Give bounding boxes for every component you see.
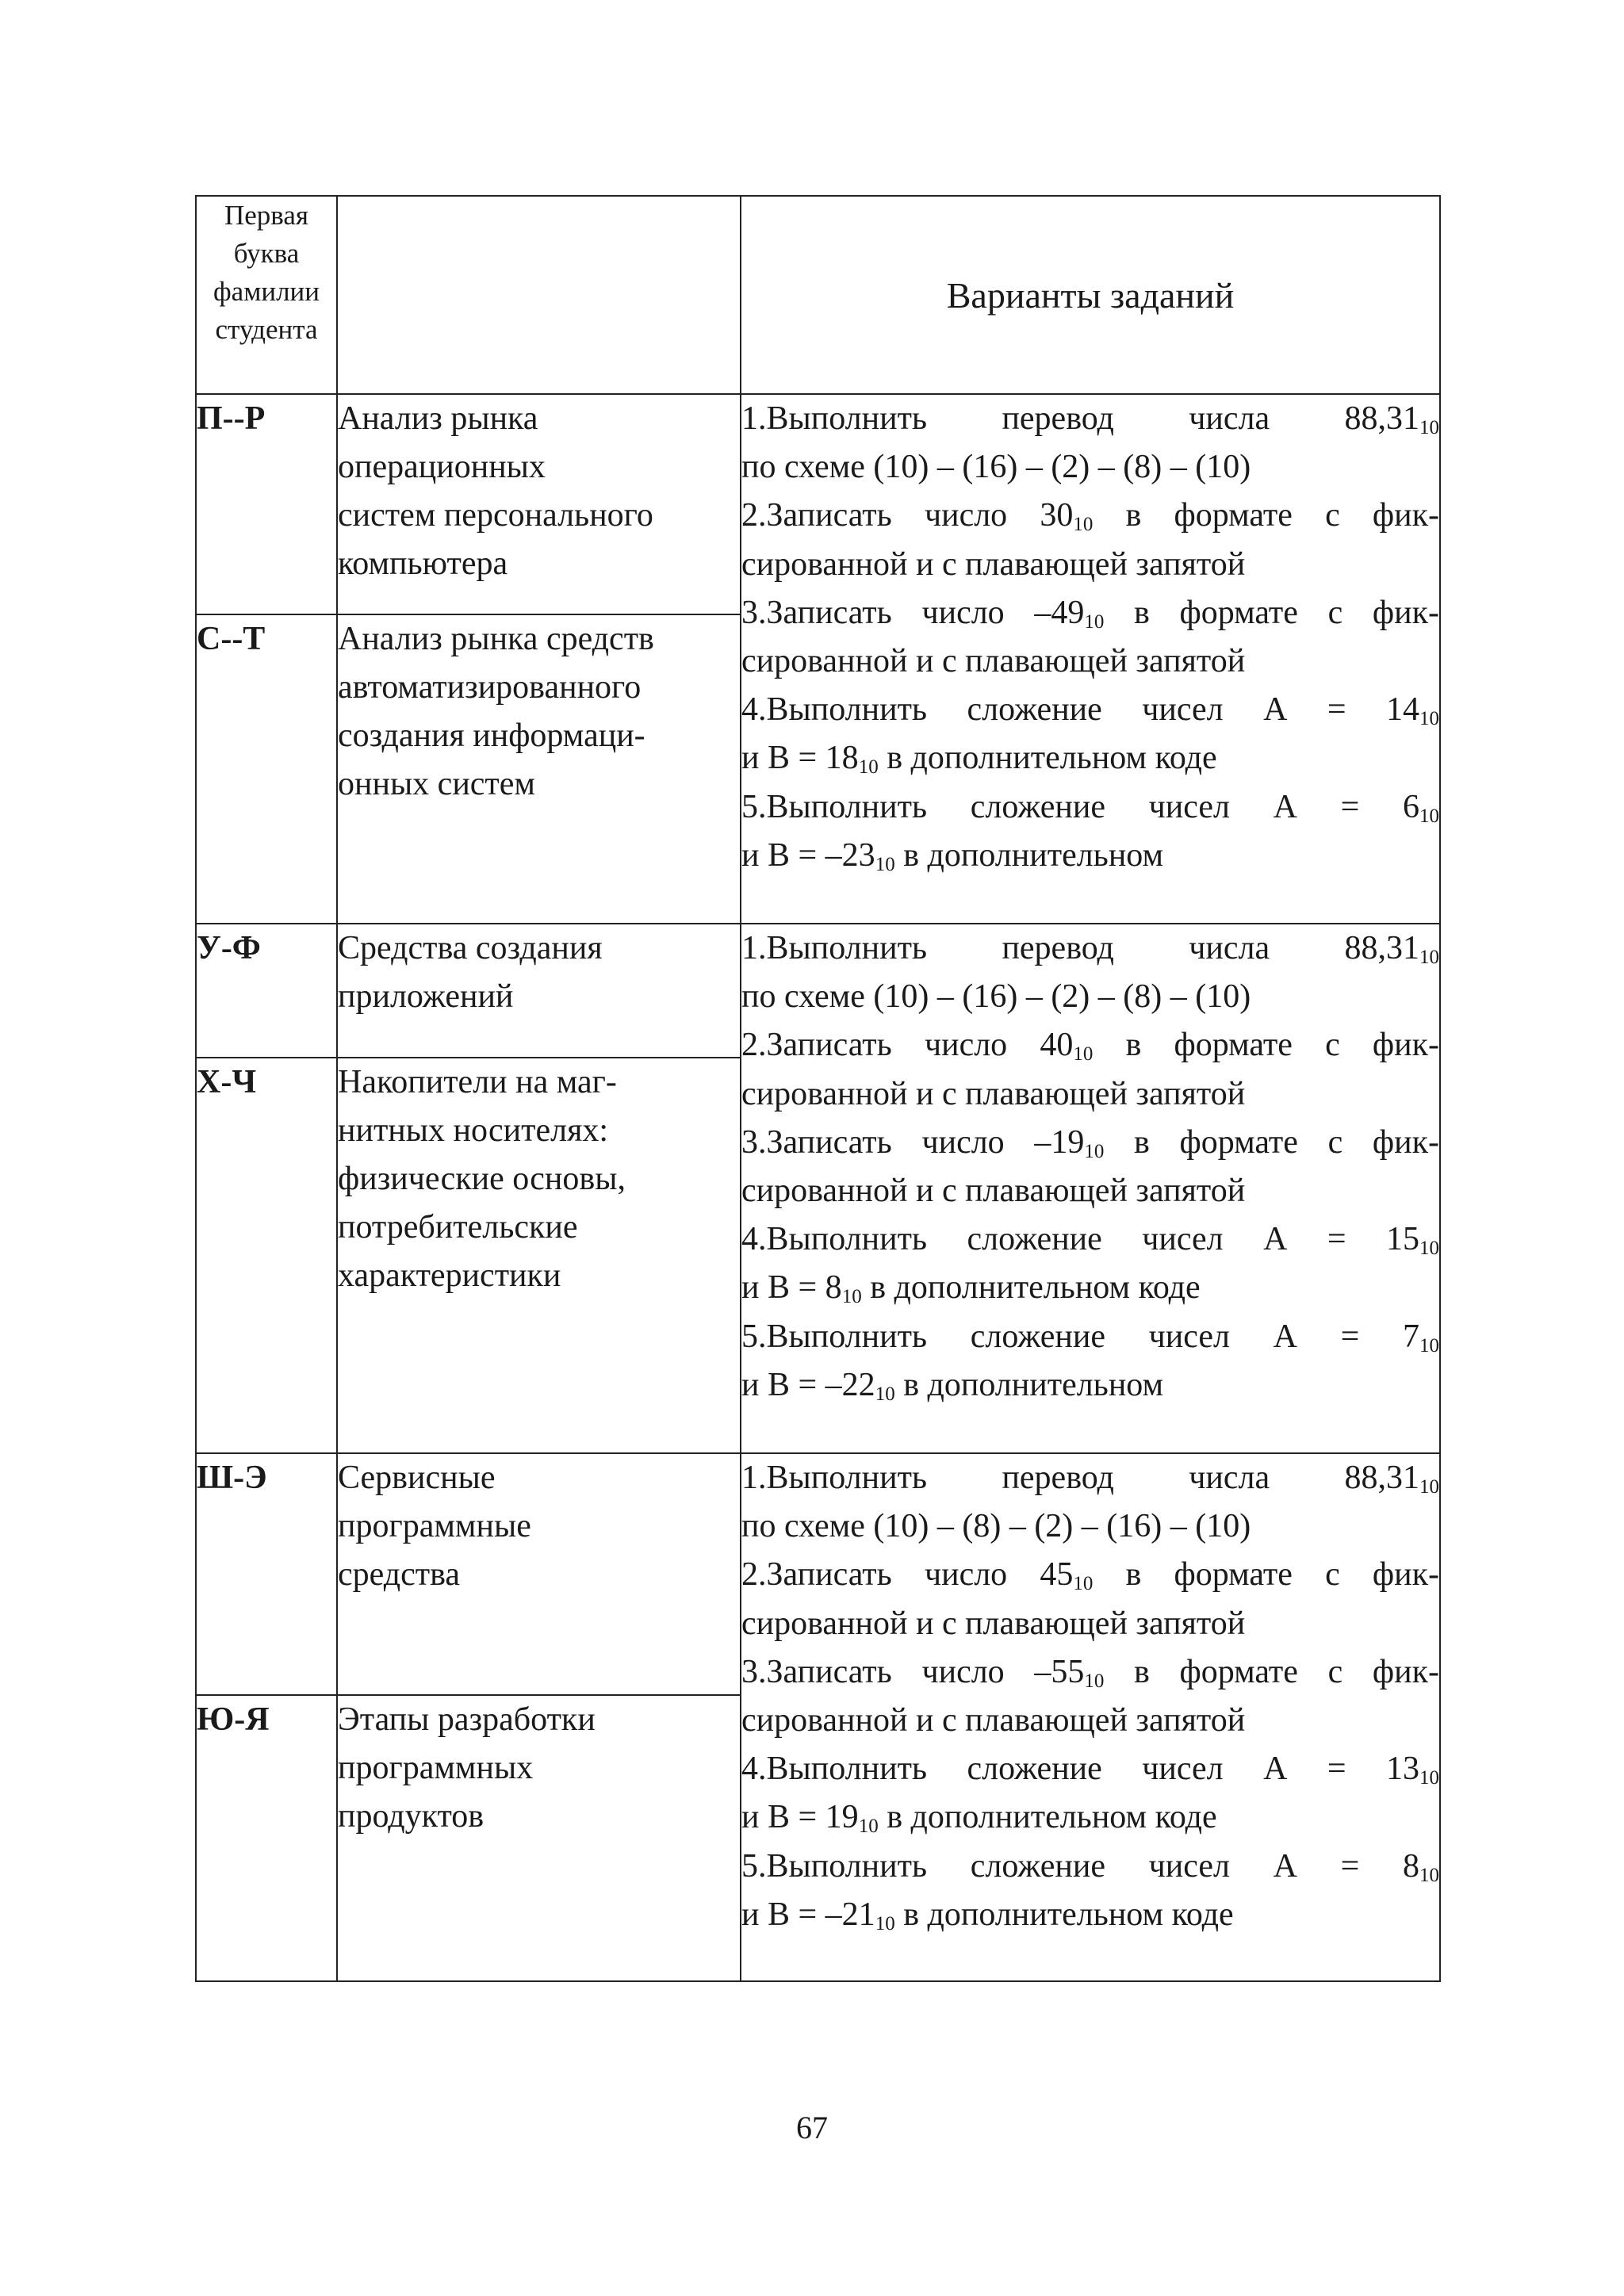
task-word: $15_{10}$ — [1386, 1221, 1439, 1260]
header-line: Первая — [224, 200, 308, 231]
task-text: сированной и с плавающей запятой — [741, 1075, 1246, 1112]
topic-line: приложений — [338, 978, 514, 1015]
task-word: перевод — [1002, 930, 1114, 966]
topic-line: программные — [338, 1508, 531, 1544]
subscript: 10 — [1419, 417, 1439, 438]
task-word: чисел — [1148, 1318, 1230, 1355]
topic-line: автоматизированного — [338, 669, 642, 706]
task-word: $88,31_{10}$ — [1344, 400, 1439, 438]
task-text: по схеме (10) – (16) – (2) – (8) – (10) — [741, 449, 1251, 486]
subscript: 10 — [1419, 1476, 1439, 1498]
task-word: формате — [1174, 497, 1293, 534]
task-word: в — [1125, 497, 1142, 534]
task-word: перевод — [1002, 400, 1114, 437]
task-line — [741, 1502, 1439, 1551]
task-text: в дополнительном коде — [887, 740, 1217, 777]
task-text: сированной и с плавающей запятой — [741, 1702, 1246, 1739]
task-word: А — [1273, 788, 1297, 825]
task-text: в дополнительном — [903, 1366, 1164, 1403]
subscript: 10 — [858, 1816, 879, 1838]
task-word: в — [1133, 1123, 1150, 1161]
task-word: числа — [1189, 1460, 1270, 1496]
task-word: 2.Записать — [741, 497, 892, 534]
task-word: с — [1327, 1123, 1343, 1161]
header-variants: Варианты заданий — [741, 196, 1440, 394]
task-word: $6_{10}$ — [1402, 788, 1439, 827]
task-word: $-49_{10}$ — [1034, 594, 1105, 633]
topic-line: онных систем — [338, 766, 536, 802]
subscript: 10 — [1419, 708, 1439, 730]
topic-line: операционных — [338, 449, 546, 485]
subscript: 10 — [858, 756, 879, 779]
task-word: число — [924, 1027, 1008, 1064]
task-line — [741, 1264, 1439, 1312]
task-line — [741, 783, 1439, 832]
task-word: = — [1340, 1847, 1360, 1885]
task-line — [741, 395, 1439, 443]
task-word: число — [921, 594, 1005, 631]
task-line — [741, 686, 1439, 734]
student-letter-range: У-Ф — [196, 924, 337, 1058]
task-word: А — [1263, 1751, 1288, 1788]
task-line — [741, 589, 1439, 637]
subscript: 10 — [1419, 1864, 1439, 1886]
task-word: 5.Выполнить — [741, 1318, 928, 1355]
task-text: в дополнительном коде — [870, 1269, 1201, 1307]
task-word: с — [1325, 1027, 1340, 1064]
assignment-table — [195, 195, 1441, 1982]
topic-line: нитных носителях: — [338, 1112, 609, 1149]
student-letter-range: Х-Ч — [196, 1058, 337, 1453]
task-word: $-55_{10}$ — [1034, 1653, 1105, 1692]
subscript: 10 — [1419, 1238, 1439, 1260]
task-word: $7_{10}$ — [1402, 1318, 1439, 1357]
task-text: сированной и с плавающей запятой — [741, 643, 1246, 680]
task-line — [741, 1167, 1439, 1215]
topic-line: физические основы, — [338, 1161, 626, 1197]
topic-line: Этапы разработки — [338, 1701, 596, 1738]
subscript: 10 — [1073, 1043, 1094, 1066]
tasks-cell — [741, 924, 1440, 1453]
task-word: с — [1325, 497, 1340, 534]
task-line — [741, 492, 1439, 540]
task-word: 1.Выполнить — [741, 400, 928, 437]
subscript: 10 — [1419, 947, 1439, 968]
task-word: А — [1263, 1221, 1288, 1258]
task-text: сированной и с плавающей запятой — [741, 545, 1246, 583]
task-word: чисел — [1148, 1847, 1230, 1885]
table-row — [196, 1453, 1440, 1695]
task-word: 4.Выполнить — [741, 1751, 928, 1788]
task-line — [741, 1119, 1439, 1167]
task-line — [741, 1697, 1439, 1745]
topic-line: создания информаци- — [338, 718, 645, 754]
subscript: 10 — [1084, 1140, 1105, 1162]
topic-cell — [337, 1453, 741, 1695]
task-word: формате — [1174, 1556, 1293, 1594]
topic-line: Анализ рынка средств — [338, 621, 654, 657]
task-line — [741, 1551, 1439, 1599]
task-word: сложение — [970, 1847, 1105, 1885]
task-text: и В = 18 — [741, 740, 859, 777]
task-word: фик- — [1372, 1123, 1439, 1161]
task-word: 5.Выполнить — [741, 1847, 928, 1885]
task-text: по схеме (10) – (16) – (2) – (8) – (10) — [741, 978, 1251, 1016]
task-word: сложение — [970, 1318, 1105, 1355]
task-text: сированной и с плавающей запятой — [741, 1173, 1246, 1210]
task-word: число — [921, 1653, 1005, 1690]
task-line — [741, 1745, 1439, 1793]
task-word: 4.Выполнить — [741, 691, 928, 729]
task-word: число — [924, 1556, 1008, 1594]
header-line: буква — [233, 238, 300, 269]
task-word: фик- — [1372, 1556, 1439, 1594]
task-word: в — [1133, 1653, 1150, 1690]
task-word: чисел — [1142, 1221, 1224, 1258]
task-word: 2.Записать — [741, 1556, 892, 1594]
topic-cell — [337, 1058, 741, 1453]
task-word: = — [1327, 1221, 1346, 1258]
task-line — [741, 1843, 1439, 1891]
task-text: и В = –23 — [741, 836, 875, 874]
task-word: $88,31_{10}$ — [1344, 930, 1439, 968]
task-line — [741, 1454, 1439, 1502]
topic-line: продуктов — [338, 1798, 485, 1835]
task-word: $45_{10}$ — [1040, 1556, 1094, 1595]
topic-line: средства — [338, 1556, 461, 1593]
subscript: 10 — [1419, 805, 1439, 827]
task-word: перевод — [1002, 1460, 1114, 1496]
header-line: фамилии — [213, 276, 320, 307]
task-text: сированной и с плавающей запятой — [741, 1605, 1246, 1642]
topic-line: характеристики — [338, 1257, 561, 1294]
subscript: 10 — [1419, 1767, 1439, 1789]
task-word: $88,31_{10}$ — [1344, 1460, 1439, 1498]
task-line — [741, 443, 1439, 492]
topic-cell — [337, 614, 741, 924]
task-word: = — [1340, 1318, 1360, 1355]
task-word: 1.Выполнить — [741, 930, 928, 966]
topic-line: Сервисные — [338, 1460, 496, 1496]
topic-line: потребительские — [338, 1209, 578, 1246]
task-line — [741, 1313, 1439, 1361]
student-letter-range: Ш-Э — [196, 1453, 337, 1695]
task-word: А — [1263, 691, 1288, 729]
task-word: 3.Записать — [741, 1653, 892, 1690]
task-word: 5.Выполнить — [741, 788, 928, 825]
task-word: формате — [1179, 594, 1298, 631]
task-word: сложение — [970, 788, 1105, 825]
task-word: 4.Выполнить — [741, 1221, 928, 1258]
table-row — [196, 394, 1440, 614]
subscript: 10 — [1073, 1573, 1094, 1595]
task-word: с — [1327, 594, 1343, 631]
topic-line: Средства создания — [338, 930, 603, 966]
topic-cell — [337, 394, 741, 614]
subscript: 10 — [875, 853, 895, 875]
task-word: с — [1325, 1556, 1340, 1594]
task-word: фик- — [1372, 1027, 1439, 1064]
task-word: сложение — [967, 1751, 1102, 1788]
task-text: и В = 19 — [741, 1799, 859, 1836]
task-word: $-19_{10}$ — [1034, 1123, 1105, 1162]
task-text: и В = –22 — [741, 1366, 875, 1403]
task-text: в дополнительном — [903, 836, 1164, 874]
student-letter-range: С--Т — [196, 614, 337, 924]
task-word: А — [1273, 1318, 1297, 1355]
subscript: 10 — [1073, 514, 1094, 536]
task-line — [741, 734, 1439, 783]
topic-line: компьютера — [338, 545, 508, 582]
task-line — [741, 541, 1439, 589]
task-line — [741, 1361, 1439, 1410]
topic-line: программных — [338, 1750, 534, 1786]
task-word: формате — [1179, 1123, 1298, 1161]
tasks-cell — [741, 1453, 1440, 1981]
task-word: = — [1340, 788, 1360, 825]
subscript: 10 — [875, 1912, 895, 1934]
topic-cell — [337, 924, 741, 1058]
task-word: А — [1273, 1847, 1297, 1885]
table-header-row — [196, 196, 1440, 394]
task-word: $13_{10}$ — [1386, 1751, 1439, 1789]
task-text: в дополнительном коде — [887, 1799, 1217, 1836]
task-line — [741, 1021, 1439, 1070]
task-line — [741, 1600, 1439, 1648]
task-word: число — [924, 497, 1008, 534]
task-text: по схеме (10) – (8) – (2) – (16) – (10) — [741, 1508, 1251, 1545]
task-word: сложение — [967, 1221, 1102, 1258]
task-word: чисел — [1142, 1751, 1224, 1788]
task-word: чисел — [1142, 691, 1224, 729]
student-letter-range: П--Р — [196, 394, 337, 614]
task-word: формате — [1179, 1653, 1298, 1690]
table-row — [196, 924, 1440, 1058]
task-word: число — [921, 1123, 1005, 1161]
task-word: числа — [1189, 930, 1270, 966]
subscript: 10 — [875, 1383, 895, 1405]
topic-cell — [337, 1695, 741, 1981]
task-word: 2.Записать — [741, 1027, 892, 1064]
task-line — [741, 832, 1439, 880]
topic-line: Накопители на маг- — [338, 1064, 617, 1100]
task-word: чисел — [1148, 788, 1230, 825]
task-word: в — [1125, 1556, 1142, 1594]
task-text: в дополнительном коде — [903, 1896, 1234, 1933]
task-text: и В = –21 — [741, 1896, 875, 1933]
task-word: в — [1133, 594, 1150, 631]
header-first-letter — [196, 196, 337, 394]
task-word: = — [1327, 1751, 1346, 1788]
header-line: студента — [215, 314, 318, 345]
task-word: с — [1327, 1653, 1343, 1690]
task-word: = — [1327, 691, 1346, 729]
task-word: фик- — [1372, 594, 1439, 631]
task-word: числа — [1189, 400, 1270, 437]
task-word: 3.Записать — [741, 594, 892, 631]
subscript: 10 — [841, 1286, 862, 1308]
subscript: 10 — [1084, 1670, 1105, 1692]
task-word: 3.Записать — [741, 1123, 892, 1161]
task-line — [741, 973, 1439, 1021]
task-word: $30_{10}$ — [1040, 497, 1094, 536]
subscript: 10 — [1419, 1334, 1439, 1357]
task-text: и В = 8 — [741, 1269, 842, 1307]
topic-line: систем персонального — [338, 497, 653, 534]
task-line — [741, 1648, 1439, 1697]
topic-line: Анализ рынка — [338, 400, 538, 437]
task-line — [741, 1070, 1439, 1119]
task-word: в — [1125, 1027, 1142, 1064]
task-word: формате — [1174, 1027, 1293, 1064]
task-word: фик- — [1372, 1653, 1439, 1690]
task-line — [741, 924, 1439, 973]
task-line — [741, 1793, 1439, 1842]
student-letter-range: Ю-Я — [196, 1695, 337, 1981]
task-word: $14_{10}$ — [1386, 691, 1439, 730]
task-line — [741, 637, 1439, 686]
task-line — [741, 1215, 1439, 1264]
task-word: $8_{10}$ — [1402, 1847, 1439, 1886]
subscript: 10 — [1084, 610, 1105, 633]
task-word: 1.Выполнить — [741, 1460, 928, 1496]
page-number: 67 — [796, 2110, 828, 2145]
task-word: сложение — [967, 691, 1102, 729]
task-line — [741, 1891, 1439, 1939]
task-word: $40_{10}$ — [1040, 1027, 1094, 1066]
task-word: фик- — [1372, 497, 1439, 534]
tasks-cell — [741, 394, 1440, 924]
header-topic — [337, 196, 741, 394]
